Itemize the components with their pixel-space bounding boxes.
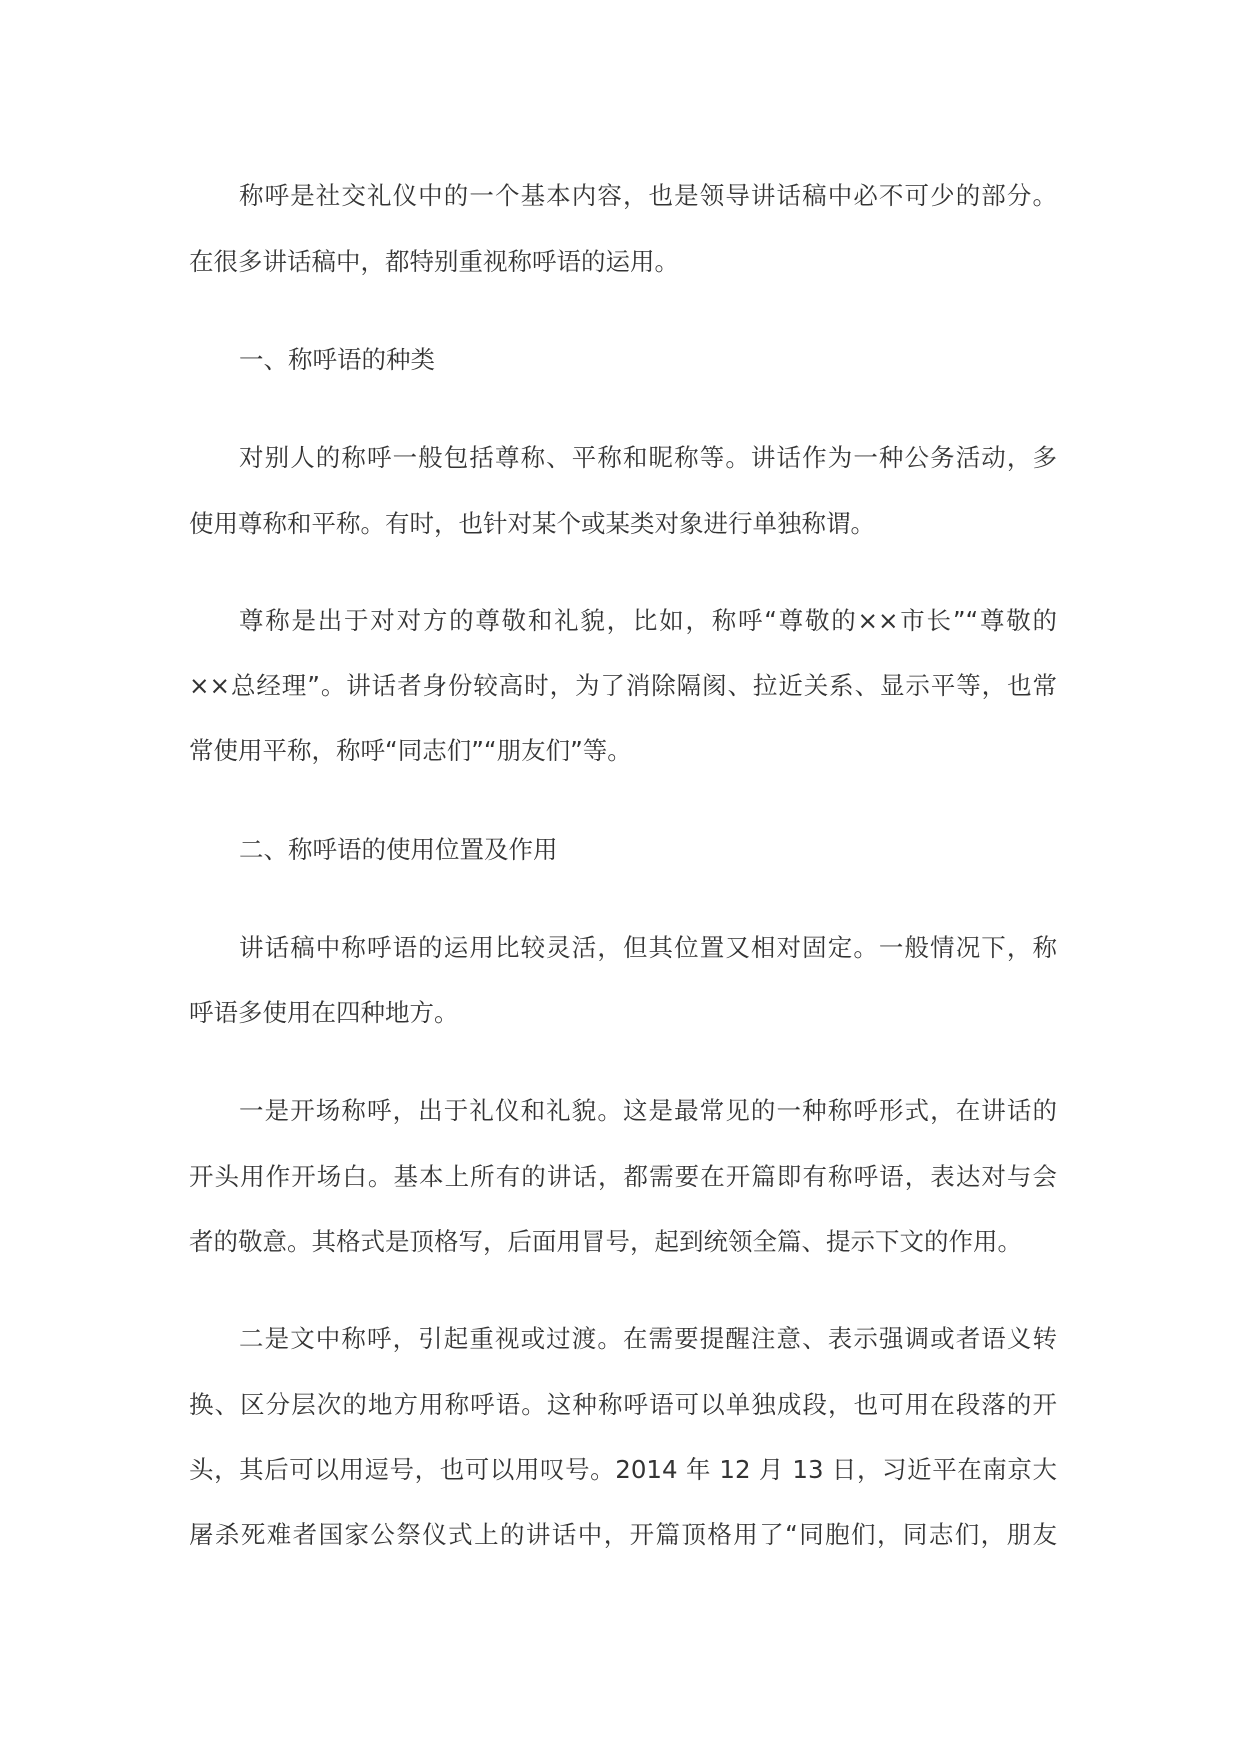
paragraph-line: 讲话稿中称呼语的运用比较灵活，但其位置又相对固定。一般情况下，称 [239, 933, 1057, 962]
paragraph-line: 使用尊称和平称。有时，也针对某个或某类对象进行单独称谓。 [189, 509, 875, 538]
paragraph-line: 屠杀死难者国家公祭仪式上的讲话中，开篇顶格用了“同胞们，同志们，朋友 [189, 1520, 1057, 1549]
paragraph-line: 称呼是社交礼仪中的一个基本内容，也是领导讲话稿中必不可少的部分。 [239, 181, 1057, 210]
paragraph-line: ××总经理”。讲话者身份较高时，为了消除隔阂、拉近关系、显示平等，也常 [189, 671, 1057, 700]
paragraph-line: 换、区分层次的地方用称呼语。这种称呼语可以单独成段，也可用在段落的开 [189, 1390, 1057, 1419]
paragraph-line: 头，其后可以用逗号，也可以用叹号。2014 年 12 月 13 日，习近平在南京大 [189, 1455, 1057, 1484]
section-heading: 一、称呼语的种类 [239, 345, 435, 374]
paragraph-line: 呼语多使用在四种地方。 [189, 998, 459, 1027]
paragraph-line: 在很多讲话稿中，都特别重视称呼语的运用。 [189, 247, 679, 276]
paragraph-line: 者的敬意。其格式是顶格写，后面用冒号，起到统领全篇、提示下文的作用。 [189, 1227, 1022, 1256]
paragraph-line: 尊称是出于对对方的尊敬和礼貌，比如，称呼“尊敬的××市长”“尊敬的 [239, 606, 1057, 635]
paragraph-line: 常使用平称，称呼“同志们”“朋友们”等。 [189, 736, 632, 765]
paragraph-line: 开头用作开场白。基本上所有的讲话，都需要在开篇即有称呼语，表达对与会 [189, 1162, 1057, 1191]
paragraph-line: 二是文中称呼，引起重视或过渡。在需要提醒注意、表示强调或者语义转 [239, 1324, 1057, 1353]
paragraph-line: 一是开场称呼，出于礼仪和礼貌。这是最常见的一种称呼形式，在讲话的 [239, 1096, 1057, 1125]
section-heading: 二、称呼语的使用位置及作用 [239, 835, 558, 864]
paragraph-line: 对别人的称呼一般包括尊称、平称和昵称等。讲话作为一种公务活动，多 [239, 443, 1057, 472]
